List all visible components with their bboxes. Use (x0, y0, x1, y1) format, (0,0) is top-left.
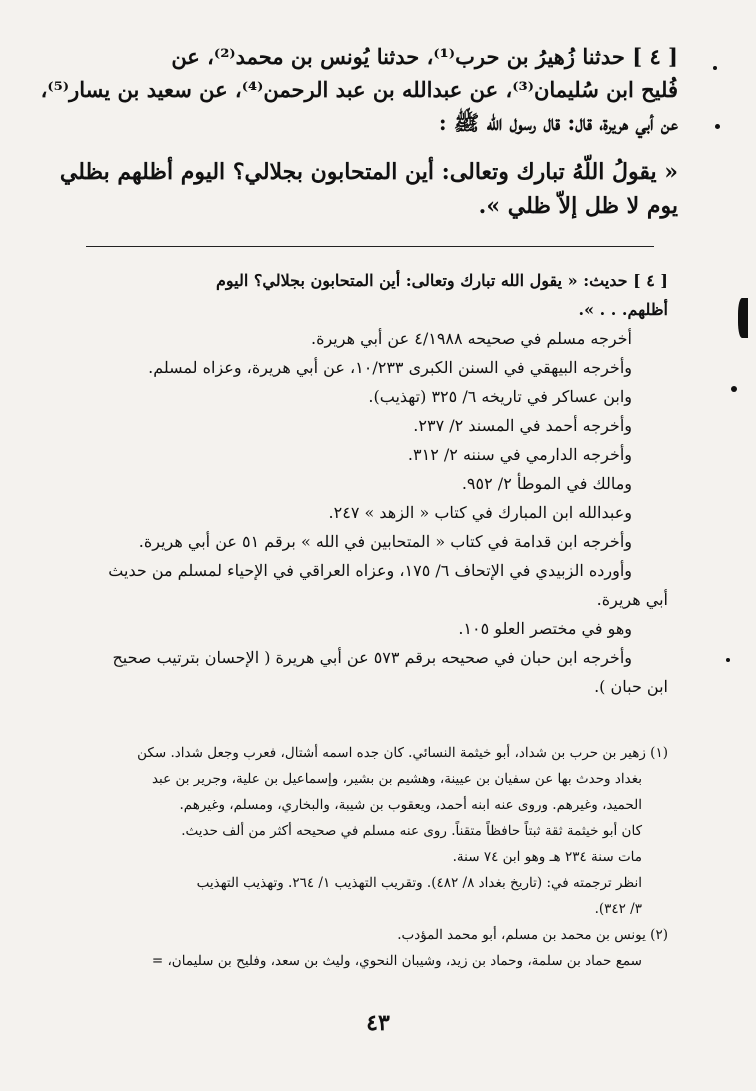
scan-mark (731, 386, 737, 392)
takhrij-line: وابن عساكر في تاريخه ٦/ ٣٢٥ (تهذيب). (368, 387, 632, 406)
takhrij-line: وعبدالله ابن المبارك في كتاب « الزهد » ٢٤٧. (328, 503, 632, 522)
takhrij-line: أخرجه مسلم في صحيحه ٤/١٩٨٨ عن أبي هريرة. (311, 329, 632, 348)
takhrij-line: وأخرجه البيهقي في السنن الكبرى ١٠/٢٣٣، عن أبي هريرة، وعزاه لمسلم. (148, 358, 632, 377)
takhrij-line: أبي هريرة. (596, 590, 668, 609)
takhrij-line: ابن حبان ). (594, 677, 668, 696)
takhrij-line: وأخرجه الدارمي في سننه ٢/ ٣١٢. (407, 445, 632, 464)
takhrij-line: وأورده الزبيدي في الإتحاف ٦/ ١٧٥، وعزاه العراقي في الإحياء لمسلم من حديث (108, 561, 632, 580)
footnote-line: ٣/ ٣٤٢). (594, 901, 642, 917)
matn-line: يوم لا ظل إلاّ ظلي ». (478, 193, 678, 219)
takhrij-line: وأخرجه ابن قدامة في كتاب « المتحابين في الله » برقم ٥١ عن أبي هريرة. (138, 532, 632, 551)
footnotes (68, 740, 668, 974)
takhrij-heading: أظلهم. . . ». (578, 300, 668, 319)
footnote-line: انظر ترجمته في: (تاريخ بغداد ٨/ ٤٨٢). وتقريب التهذيب ١/ ٢٦٤. وتهذيب التهذيب (196, 875, 642, 891)
section-divider (86, 246, 654, 247)
footnote-line: كان أبو خيثمة ثقة ثبتاً حافظاً متقناً. روى عنه مسلم في صحيحه أكثر من ألف حديث. (181, 823, 642, 839)
takhrij-line: وأخرجه ابن حبان في صحيحه برقم ٥٧٣ عن أبي هريرة ( الإحسان بترتيب صحيح (112, 648, 632, 667)
isnad-line: فُليح ابن سُليمان⁽³⁾، عن عبدالله بن عبد الرحمن⁽⁴⁾، عن سعيد بن يسار⁽⁵⁾، (40, 77, 678, 102)
footnote-line: (٢) يونس بن محمد بن مسلم، أبو محمد المؤدب. (397, 927, 668, 943)
footnote-line: سمع حماد بن سلمة، وحماد بن زيد، وشيبان النحوي، وليث بن سعد، وفليح بن سليمان، = (151, 953, 642, 969)
scan-mark (738, 298, 748, 338)
takhrij-heading: [ ٤ ] حديث: « يقول الله تبارك وتعالى: أين المتحابون بجلالي؟ اليوم (215, 271, 668, 290)
page-number: ٤٣ (366, 1010, 390, 1036)
footnote-line: الحميد، وغيرهم. وروى عنه ابنه أحمد، ويعقوب بن شيبة، والبخاري، ومسلم، وغيرهم. (179, 797, 642, 813)
footnote-line: مات سنة ٢٣٤ هـ وهو ابن ٧٤ سنة. (452, 849, 642, 865)
scan-mark (715, 124, 720, 129)
footnote-line: (١) زهير بن حرب بن شداد، أبو خيثمة النسائي. كان جده اسمه أشتال، فعرب وجعل شداد. سكن (137, 745, 668, 761)
footnote-line: بغداد وحدث بها عن سفيان بن عيينة، وهشيم بن بشير، وإسماعيل بن علية، وجرير بن عبد (151, 771, 642, 787)
takhrij-line: وأخرجه أحمد في المسند ٢/ ٢٣٧. (413, 416, 632, 435)
isnad-line: [ ٤ ] حدثنا زُهيرُ بن حرب⁽¹⁾، حدثنا يُونس بن محمد⁽²⁾، عن (171, 44, 678, 69)
scan-mark (713, 66, 717, 70)
takhrij-line: ومالك في الموطأ ٢/ ٩٥٢. (461, 474, 632, 493)
hadith-matn (59, 155, 678, 223)
scan-mark (726, 658, 730, 662)
takhrij-line: وهو في مختصر العلو ١٠٥. (458, 619, 632, 638)
takhrij-section (68, 266, 668, 701)
matn-line: « يقولُ اللّهُ تبارك وتعالى: أين المتحابون بجلالي؟ اليوم أظلهم بظلي (59, 159, 678, 185)
footnote-list (68, 740, 668, 974)
hadith-text (40, 40, 678, 223)
takhrij-list (68, 324, 668, 701)
isnad-line: عن أبي هريرة، قال: قال رسول الله ﷺ : (438, 110, 678, 135)
hadith-isnad (40, 40, 678, 139)
